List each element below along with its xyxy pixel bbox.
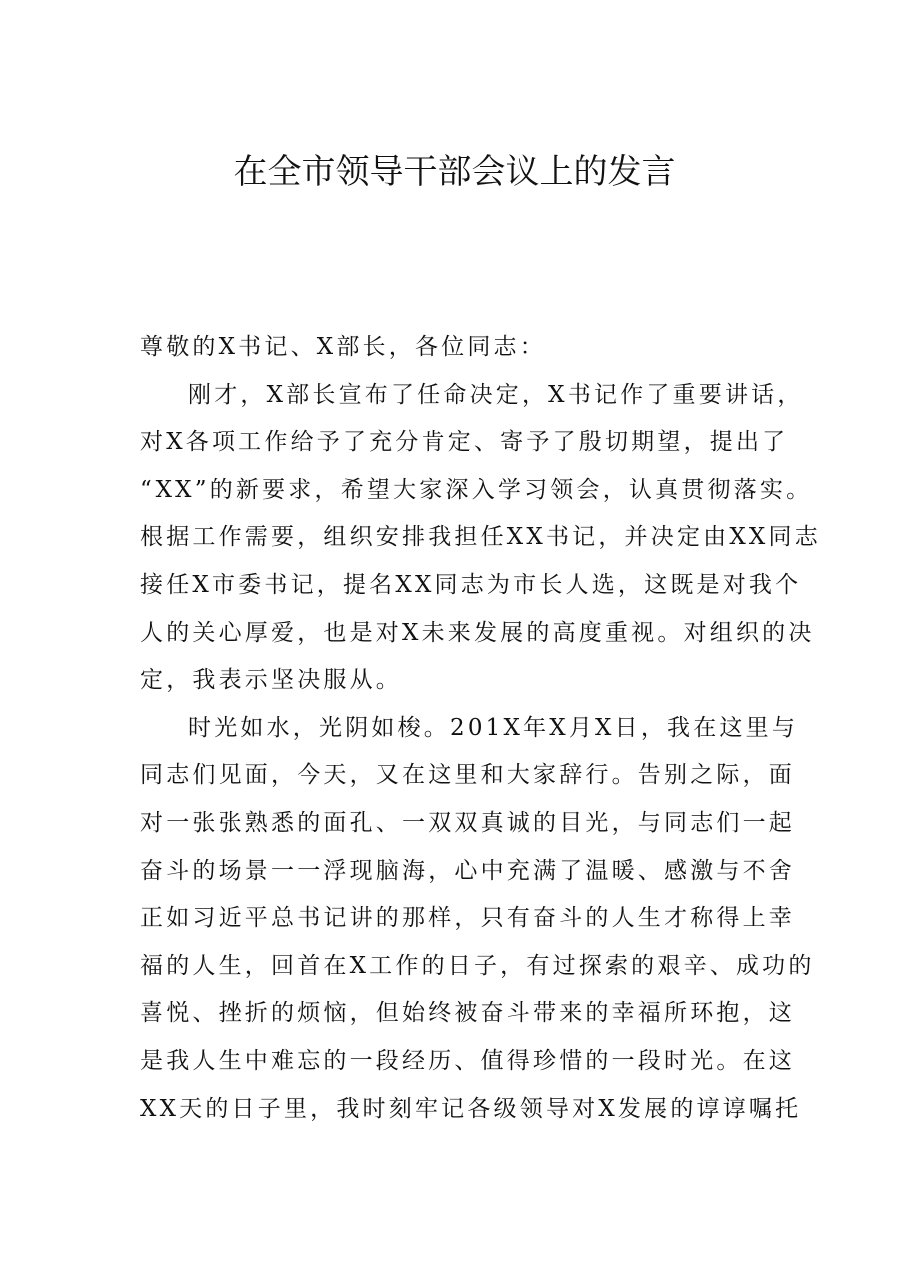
paragraph-2-line-5: 正如习近平总书记讲的那样，只有奋斗的人生才称得上幸 xyxy=(140,905,795,932)
paragraph-1-line-5: 接任X市委书记，提名XX同志为市长人选，这既是对我个 xyxy=(140,571,802,598)
paragraph-1-line-6: 人的关心厚爱，也是对X未来发展的高度重视。对组织的决 xyxy=(140,619,815,646)
paragraph-2-line-7: 喜悦、挫折的烦恼，但始终被奋斗带来的幸福所环抱，这 xyxy=(140,1000,795,1027)
paragraph-1-line-2: 对X各项工作给予了充分肯定、寄予了殷切期望，提出了 xyxy=(140,429,789,456)
paragraph-2-line-6: 福的人生，回首在X工作的日子，有过探索的艰辛、成功的 xyxy=(140,952,815,979)
paragraph-2-line-4: 奋斗的场景一一浮现脑海，心中充满了温暖、感激与不舍 xyxy=(140,857,795,884)
paragraph-2-line-9: XX天的日子里，我时刻牢记各级领导对X发展的谆谆嘱托 xyxy=(140,1095,802,1122)
salutation-line: 尊敬的X书记、X部长，各位同志： xyxy=(140,334,546,360)
paragraph-2-line-1: 时光如水，光阴如梭。201X年X月X日，我在这里与 xyxy=(188,714,799,741)
paragraph-1-line-1: 刚才，X部长宣布了任命决定，X书记作了重要讲话， xyxy=(188,381,804,408)
paragraph-1-line-4: 根据工作需要，组织安排我担任XX书记，并决定由XX同志 xyxy=(140,524,821,551)
paragraph-2-line-8: 是我人生中难忘的一段经历、值得珍惜的一段时光。在这 xyxy=(140,1047,795,1074)
paragraph-1-line-7: 定，我表示坚决服从。 xyxy=(140,667,402,694)
document-title: 在全市领导干部会议上的发言 xyxy=(233,152,676,192)
paragraph-2-line-2: 同志们见面，今天，又在这里和大家辞行。告别之际，面 xyxy=(140,762,795,789)
paragraph-2-line-3: 对一张张熟悉的面孔、一双双真诚的目光，与同志们一起 xyxy=(140,809,795,836)
document-body xyxy=(140,324,821,1133)
paragraph-1-line-3: “XX”的新要求，希望大家深入学习领会，认真贯彻落实。 xyxy=(140,476,813,503)
